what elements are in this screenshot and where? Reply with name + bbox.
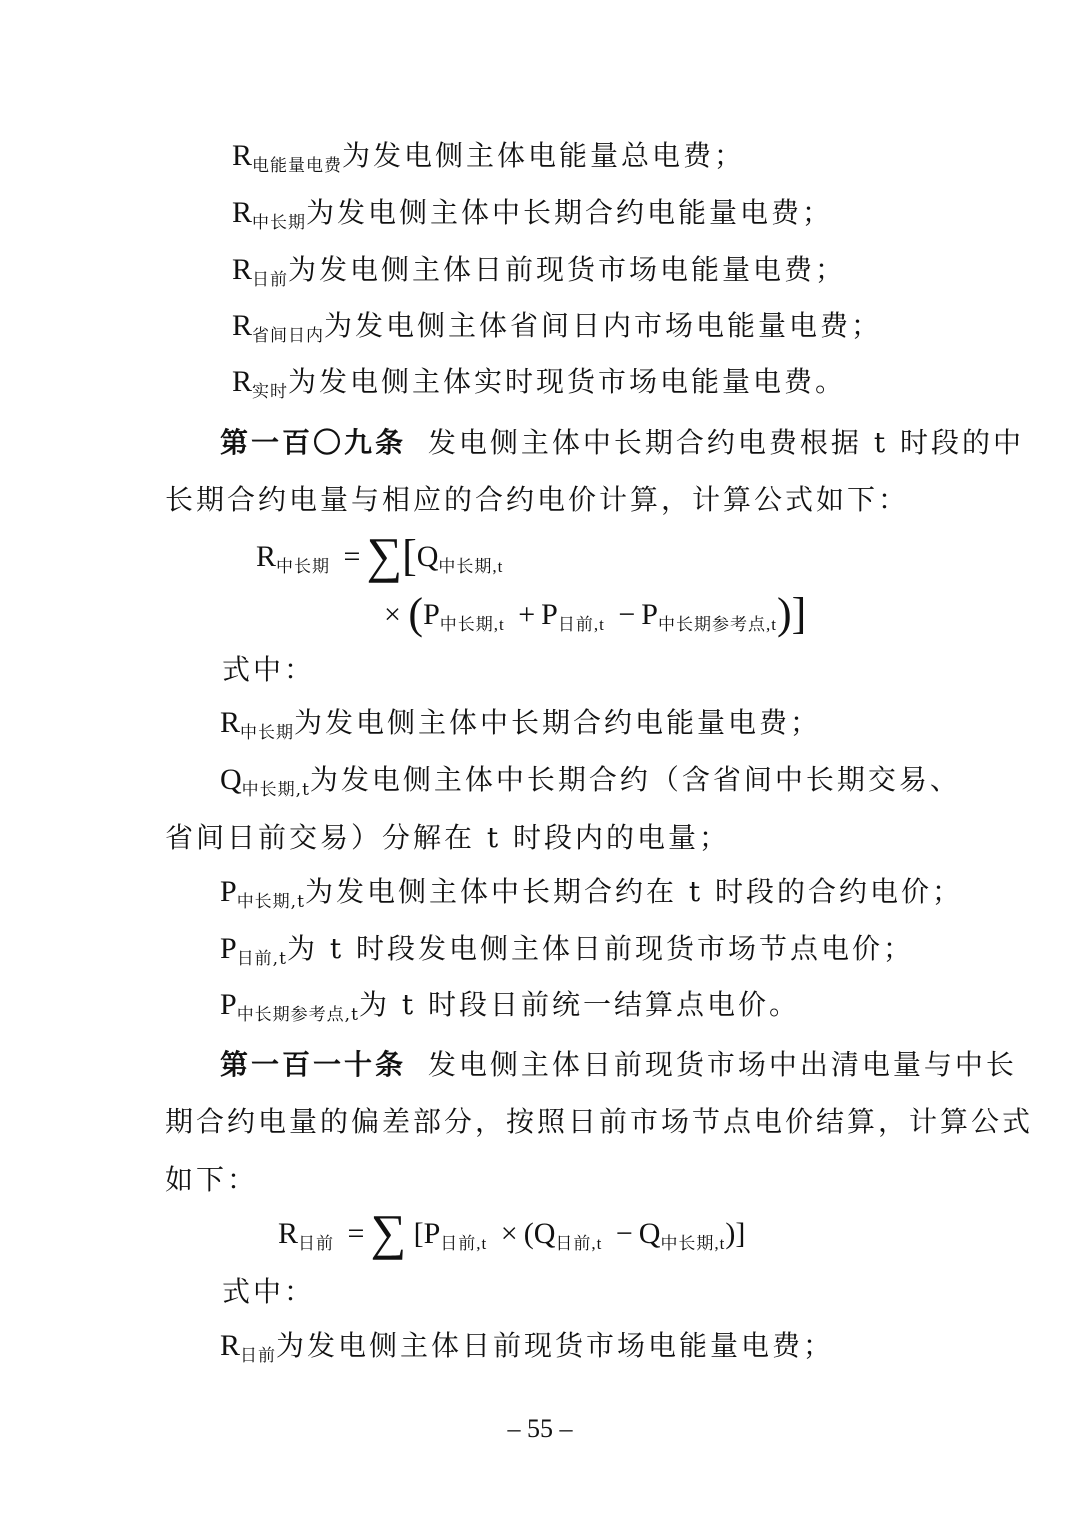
article-109-paragraph: 第一百〇九条 发电侧主体中长期合约电费根据 t 时段的中 (220, 426, 1024, 459)
article-110-paragraph: 第一百一十条 发电侧主体日前现货市场中出清电量与中长 (220, 1048, 1017, 1081)
article-109-title: 第一百〇九条 (220, 426, 407, 459)
definition-line: $R_{中长期}$为发电侧主体中长期合约电能量电费； (220, 706, 822, 743)
where-label: 式中： (222, 653, 316, 686)
definition-line: $R_{实时}$为发电侧主体实时现货市场电能量电费。 (232, 365, 847, 402)
formula-1-line2: × $(P_{中长期,t} + P_{日前,t} - P_{中长期参考点,t})$] (384, 589, 807, 638)
definition-line: $P_{日前,t}$为 t 时段发电侧主体日前现货市场节点电价； (220, 932, 914, 969)
formula-2: $R_{日前}$ = ∑ $[P_{日前,t} \times (Q_{日前,t} - Q_{中长期,t})]$ (278, 1204, 746, 1260)
definition-line: $R_{日前}$为发电侧主体日前现货市场电能量电费； (220, 1329, 835, 1366)
page-number: – 55 – (507, 1414, 573, 1443)
article-110-paragraph-cont: 如下： (165, 1163, 259, 1196)
definition-line: $P_{中长期参考点,t}$为 t 时段日前统一结算点电价。 (220, 988, 800, 1025)
formula-1-line1: $R_{中长期} = \sum[Q_{中长期,t}$ (256, 527, 504, 583)
article-109-paragraph-cont: 长期合约电量与相应的合约电价计算，计算公式如下： (165, 483, 910, 516)
definition-line: $P_{中长期,t}$为发电侧主体中长期合约在 t 时段的合约电价； (220, 875, 963, 912)
where-label: 式中： (222, 1275, 316, 1308)
article-110-title: 第一百一十条 (220, 1048, 407, 1081)
definition-line: $R_{中长期}$为发电侧主体中长期合约电能量电费； (232, 196, 834, 233)
article-110-paragraph-cont: 期合约电量的偏差部分，按照日前市场节点电价结算，计算公式 (165, 1105, 1034, 1138)
definition-line: $R_{省间日内}$为发电侧主体省间日内市场电能量电费； (232, 309, 883, 346)
definition-line: $R_{电能量电费}$为发电侧主体电能量总电费； (232, 139, 746, 176)
definition-line-cont: 省间日前交易）分解在 t 时段内的电量； (165, 821, 731, 854)
definition-line: $R_{日前}$为发电侧主体日前现货市场电能量电费； (232, 253, 847, 290)
definition-line: $Q_{中长期,t}$为发电侧主体中长期合约（含省间中长期交易、 (220, 763, 961, 800)
